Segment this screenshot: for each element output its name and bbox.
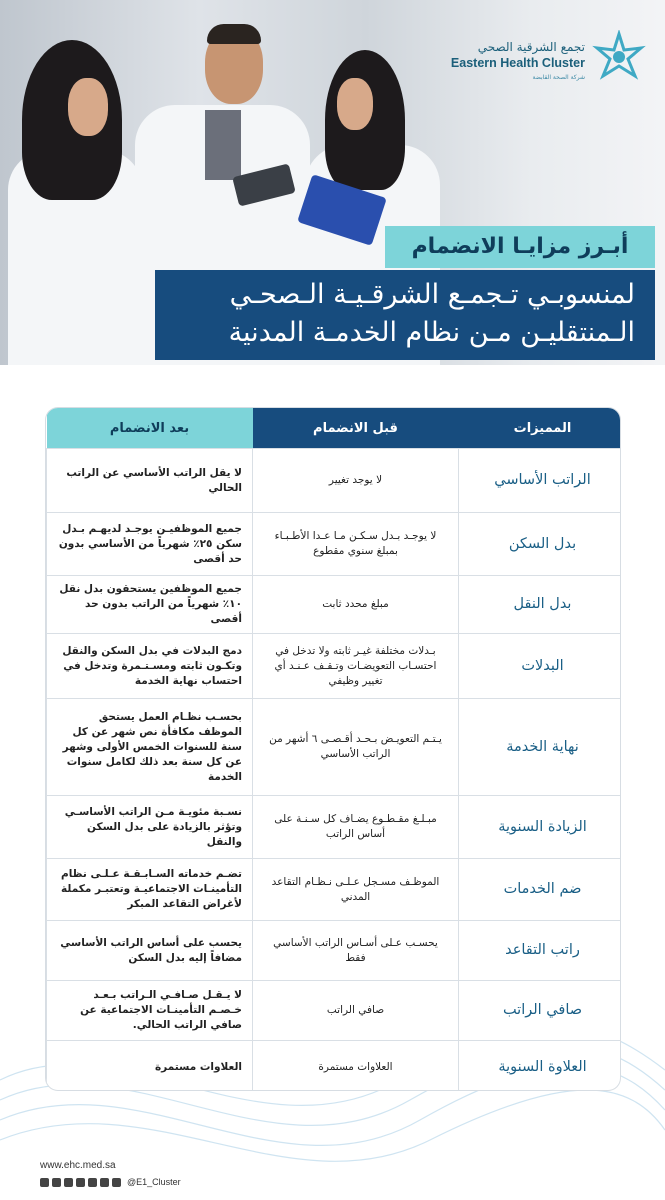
row-before: العلاوات مستمرة [253, 1041, 459, 1091]
row-before: بـدلات مختلفة غيـر ثابته ولا تدخل في احتسـاب التعويضـات وتـقـف عـنـد أي تغيير وظيفي [253, 634, 459, 699]
tiktok-icon[interactable] [100, 1178, 109, 1187]
row-feature: البدلات [459, 634, 621, 699]
row-feature: نهاية الخدمة [459, 699, 621, 796]
row-feature: العلاوة السنوية [459, 1041, 621, 1091]
banner-line-2: الـمنتقليـن مـن نظام الخدمـة المدنية [228, 317, 635, 348]
row-before: يـتـم التعويـض بـحـد أقـصـى ٦ أشهر من الراتب الأساسي [253, 699, 459, 796]
row-before: لا يوجد تغيير [253, 449, 459, 513]
table-row [47, 576, 621, 634]
row-feature: الراتب الأساسي [459, 449, 621, 513]
linkedin-icon[interactable] [40, 1178, 49, 1187]
table-row [47, 634, 621, 699]
row-after: لا يقل الراتب الأساسي عن الراتب الحالي [47, 449, 253, 513]
star-logo-icon [591, 30, 647, 86]
brand-logo [427, 30, 647, 100]
row-after: العلاوات مستمرة [47, 1041, 253, 1091]
row-before: مبـلـغ مقـطـوع يضـاف كل سـنـة على أساس الراتب [253, 796, 459, 859]
benefits-table [46, 408, 620, 1090]
row-feature: بدل النقل [459, 576, 621, 634]
banner-headline: أبـرز مزايـا الانضمام [385, 226, 655, 268]
table-header-row [47, 408, 621, 449]
row-feature: بدل السكن [459, 513, 621, 576]
table-row [47, 699, 621, 796]
footer [40, 1160, 181, 1187]
row-after: جميع الموظفيـن يوجـد لديهـم بـدل سكن ٢٥٪ شهرياً من الأساسي بدون حد أقصى [47, 513, 253, 576]
row-feature: ضم الخدمات [459, 859, 621, 921]
website-link[interactable]: www.ehc.med.sa [40, 1160, 116, 1171]
row-before: الموظـف مسـجل عـلـى نـظـام التقاعد المدني [253, 859, 459, 921]
youtube-icon[interactable] [52, 1178, 61, 1187]
brand-name-ar: تجمع الشرقية الصحي [477, 40, 585, 54]
header-before: قبل الانضمام [253, 408, 459, 449]
table-row [47, 796, 621, 859]
row-after: بحسـب نظـام العمل يستحق الموظف مكافأة نص شهر عن كل سنة للسنوات الخمس الأولى وشهر عن كل سنة بعد ذلك لكامل سنوات الخدمة [47, 699, 253, 796]
hero-photo [0, 0, 665, 365]
row-before: مبلغ محدد ثابت [253, 576, 459, 634]
instagram-icon[interactable] [88, 1178, 97, 1187]
table-row [47, 1041, 621, 1091]
snapchat-icon[interactable] [76, 1178, 85, 1187]
row-after: يحسب على أساس الراتب الأساسي مضافاً إليه بدل السكن [47, 921, 253, 981]
row-after: جميع الموظفين يستحقون بدل نقل ١٠٪ شهرياً من الراتب بدون حد أقصى [47, 576, 253, 634]
comparison-table [46, 408, 620, 1090]
brand-sub-ar: شركة الصحة القابضة [532, 74, 585, 81]
doctor-left [0, 40, 150, 365]
header-features: المميزات [459, 408, 621, 449]
table-row [47, 921, 621, 981]
table-row [47, 859, 621, 921]
row-before: يحسـب عـلى أسـاس الراتب الأساسي فقط [253, 921, 459, 981]
row-feature: الزيادة السنوية [459, 796, 621, 859]
x-icon[interactable] [64, 1178, 73, 1187]
row-before: صافي الراتب [253, 981, 459, 1041]
header-after: بعد الانضمام [47, 408, 253, 449]
table-row [47, 981, 621, 1041]
table-row [47, 449, 621, 513]
row-feature: راتب التقاعد [459, 921, 621, 981]
row-before: لا يوجـد بـدل سـكـن مـا عـدا الأطـبـاء بمبلغ سنوي مقطوع [253, 513, 459, 576]
banner-line-1: لمنسوبـي تـجمـع الشرقـيـة الـصحـي [229, 279, 635, 310]
facebook-icon[interactable] [112, 1178, 121, 1187]
row-after: تضـم خدماته السـابـقـة عـلـى نظام التأمينـات الاجتماعيـة وتعتبـر مكملة لأغراض التقاعد المبكر [47, 859, 253, 921]
table-row [47, 513, 621, 576]
social-links [40, 1177, 181, 1187]
row-after: دمج البدلات في بدل السكن والنقل وتكـون ثابته ومسـتـمرة وتدخل في احتساب نهاية الخدمة [47, 634, 253, 699]
banner-subtitle [155, 270, 655, 360]
row-feature: صافي الراتب [459, 981, 621, 1041]
row-after: لا يـقـل صـافـي الـراتب بـعـد خـصـم التأمينـات الاجتماعية عن صافي الراتب الحالي. [47, 981, 253, 1041]
social-handle[interactable]: @E1_Cluster [127, 1177, 181, 1187]
brand-name-en: Eastern Health Cluster [450, 56, 585, 70]
row-after: نسـبة مئويـة مـن الراتب الأساسـي وتؤثر بالزيادة على بدل السكن والنقل [47, 796, 253, 859]
